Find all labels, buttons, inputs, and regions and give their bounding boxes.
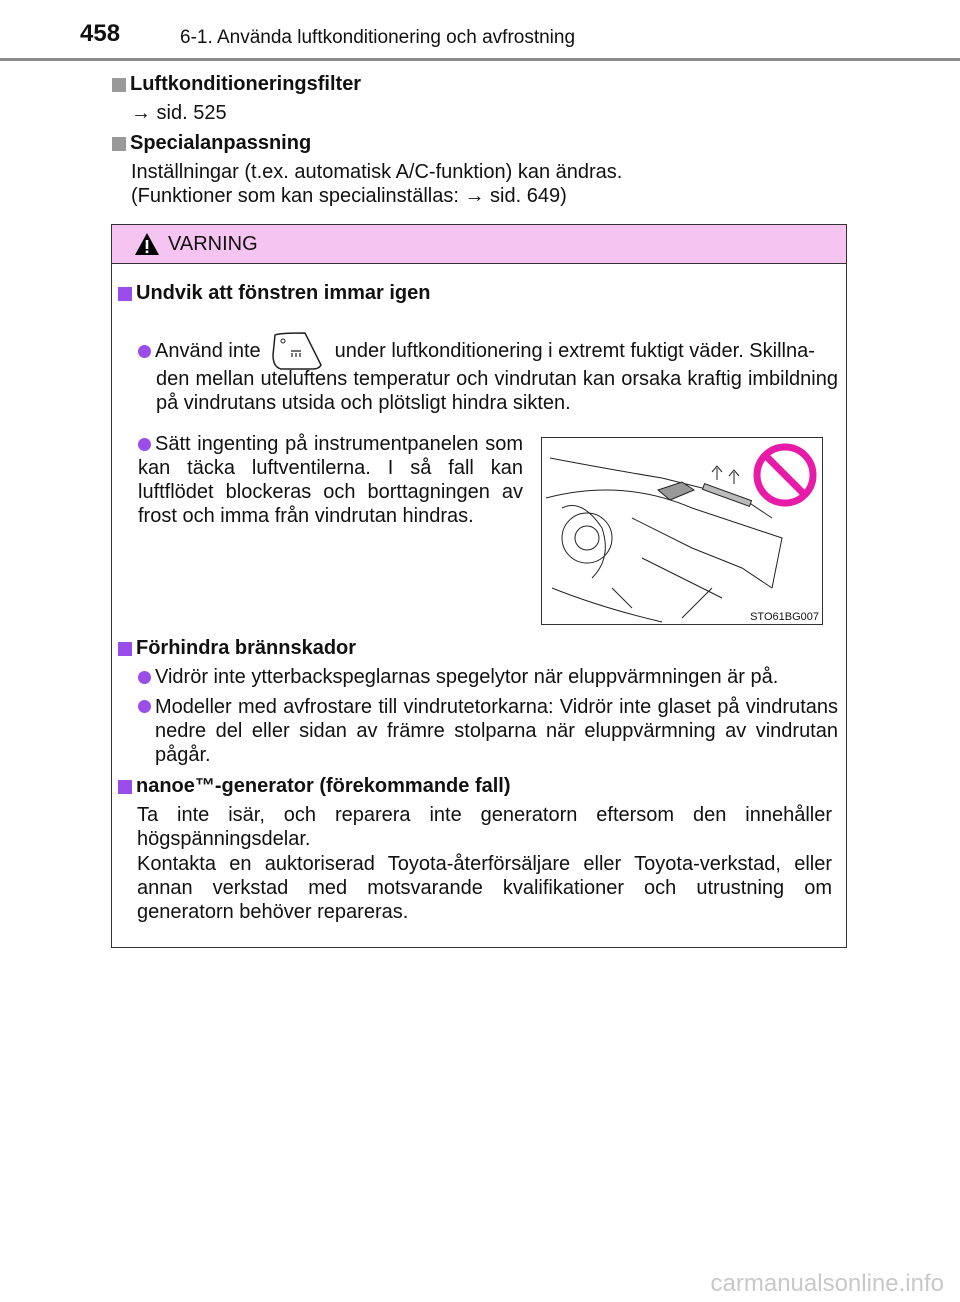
bullet-dot-icon: [138, 345, 151, 358]
header-divider: [0, 58, 960, 61]
bullet-text: Sätt ingenting på instrumentpanelen som kan täcka luftventilerna. I så fall kan luftflödet blockeras och borttagningen av frost och imma från vindrutan hindras.: [138, 433, 523, 527]
figure-code: STO61BG007: [750, 611, 819, 623]
bullet-text: Modeller med avfrostare till vindrutetorkarna: Vidrör inte glaset på vindrutans nedre del eller sidan av främre stolparna när eluppvärmning av vindrutan pågår.: [155, 696, 838, 766]
bullet-text: Använd inte: [155, 340, 261, 362]
bullet-item: [138, 331, 815, 371]
bullet-dot-icon: [138, 438, 151, 451]
body-text: Ta inte isär, och reparera inte generatorn eftersom den innehåller högspänningsdelar.: [137, 804, 832, 850]
warning-label: VARNING: [168, 232, 258, 255]
watermark: carmanualsonline.info: [710, 1270, 944, 1297]
square-bullet-icon: [118, 642, 132, 656]
warning-subheading: [118, 775, 511, 798]
bullet-item: [138, 665, 778, 689]
bullet-text-continued: den mellan uteluftens temperatur och vindrutan kan orsaka kraftig imbildning på vindrutans utsida och plötsligt hindra sikten.: [156, 368, 838, 414]
bullet-dot-icon: [138, 700, 151, 713]
square-bullet-icon: [118, 287, 132, 301]
bullet-item: [138, 432, 523, 528]
warning-header: [112, 225, 846, 264]
square-bullet-icon: [112, 78, 126, 92]
chapter-title: 6-1. Använda luftkonditionering och avfrostning: [180, 27, 576, 48]
body-text: Kontakta en auktoriserad Toyota-återförsäljare eller Toyota-verkstad, eller annan verkstad med motsvarande kvalifikationer och utrustning om generatorn behöver repareras.: [137, 853, 832, 923]
dashboard-illustration: [541, 437, 823, 625]
bullet-dot-icon: [138, 671, 151, 684]
heading-text: Förhindra brännskador: [136, 637, 357, 659]
bullet-item: [138, 695, 838, 767]
heading-text: Specialanpassning: [130, 132, 312, 154]
section-heading: [112, 73, 361, 96]
heading-text: nanoe™-generator (förekommande fall): [136, 775, 511, 797]
page-number: 458: [80, 20, 121, 47]
heading-text: Undvik att fönstren immar igen: [136, 282, 431, 304]
windshield-defroster-button-icon: [269, 331, 327, 371]
section-heading: [112, 132, 311, 155]
bullet-text: under luftkonditionering i extremt fuktigt väder. Skillna-: [334, 340, 815, 362]
warning-subheading: [118, 282, 431, 305]
square-bullet-icon: [118, 780, 132, 794]
warning-subheading: [118, 637, 356, 660]
body-text: (Funktioner som kan specialinställas: → sid. 649): [131, 185, 567, 207]
page-reference: → sid. 525: [131, 102, 227, 124]
body-text: Inställningar (t.ex. automatisk A/C-funktion) kan ändras.: [131, 161, 623, 183]
bullet-text: Vidrör inte ytterbackspeglarnas spegelytor när eluppvärmningen är på.: [155, 666, 779, 688]
square-bullet-icon: [112, 137, 126, 151]
dashboard-drawing: [542, 438, 822, 624]
warning-triangle-icon: [134, 232, 160, 256]
heading-text: Luftkonditioneringsfilter: [130, 73, 362, 95]
